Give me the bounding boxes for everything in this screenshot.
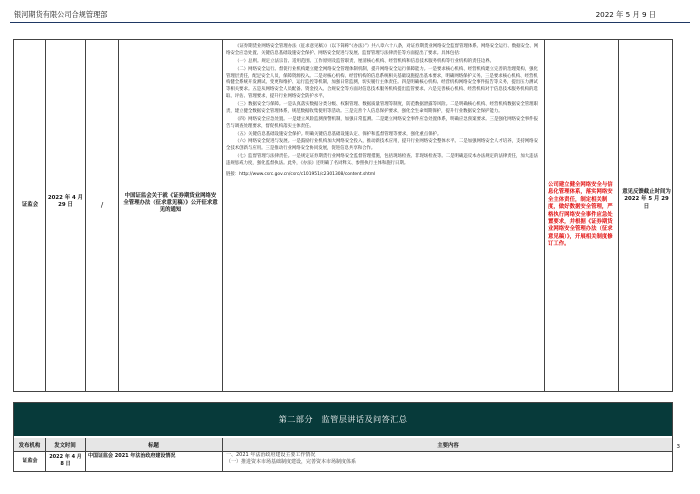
date-cell: 2022 年 4 月 8 日 bbox=[49, 454, 82, 467]
header-title: 标题 bbox=[148, 442, 159, 449]
content-paragraph: （六）网络安全促进与发展。一是鼓励行业机构加大网络安全投入，推动新技术应用，提升行业网络安全整体水平。二是加强网络安全人才培养，支持网络安全技术创新与应用。三是推动行业网络安全协同发展，促进信息共享和合作。 bbox=[226, 139, 538, 152]
header-agency: 发布机构 bbox=[18, 442, 41, 449]
doc-number-cell: / bbox=[100, 200, 104, 209]
title-cell: 中国证监会 2021 年法治政府建设情况 bbox=[88, 453, 176, 459]
column-divider bbox=[85, 40, 86, 391]
content-paragraph: （四）网络安全应急处置。一是建立风险监测预警机制，加强日常监测。二是建立网络安全事件应急处置体系，明确应急预案要求。三是强化网络安全事件报告与调查处理要求，督促机构落实主体责任。 bbox=[226, 116, 538, 129]
agency-cell: 证监会 bbox=[22, 457, 38, 464]
regulation-table bbox=[13, 39, 673, 392]
compliance-analysis: 公司建立健全网络安全与信息化管理体系，落实网络安全主体责任，制定相关制度，做好数据安全管理，严格执行网络安全事件应急处置要求，并根据《证券期货业网络安全管理办法（征求意见稿）》，开展相关制度修订工作。 bbox=[548, 182, 613, 248]
content-paragraph: （七）监督管理与法律责任。一是规定证券期货行业网络安全监督管理措施，包括现场检查、非现场检查等。二是明确违反本办法规定的法律责任，加大违法违规惩戒力度，强化监督执法。此外，《办法》还明确了名词释义、参照执行主体和施行日期。 bbox=[226, 154, 538, 167]
page-number: 3 bbox=[676, 444, 680, 450]
header-date: 发文时间 bbox=[54, 442, 76, 449]
table-row bbox=[14, 451, 672, 473]
column-divider bbox=[222, 40, 223, 391]
section-band bbox=[14, 403, 672, 438]
section-title: 第二部分 监管层讲话及问答汇总 bbox=[278, 414, 408, 424]
content-paragraph: （一）总则。规定立法宗旨、适用范围、工作原则及监管职责，厘清核心机构、经营机构和信息技术服务机构等行业机构的责任边界。 bbox=[235, 58, 495, 64]
header-content: 主要内容 bbox=[437, 442, 459, 449]
content-paragraph: 《证券期货业网络安全管理办法（征求意见稿）》（以下简称“《办法》”）共八章六十八条，对证券期货业网络安全监督管理体系、网络安全运行、数据安全、网络安全应急处置、关键信息基础设施安全保护、网络安全促进与发展、监督管理与法律责任等方面提出了要求。具体包括： bbox=[226, 44, 539, 56]
column-divider bbox=[618, 40, 619, 391]
content-paragraph: （二）网络安全运行。督促行业机构建立健全网络安全管理体制机制，提升网络安全运行保障能力。一是要求核心机构、经营机构建立完善的治理架构，强化管理层责任，配足安全人员，保障资源投入。二是对核心机构、经营机构的信息系统相关基础设施提出基本要求，明确网络保护义务。三是要求核心机构、经营机构健全系统开发测试、变更和维护、运行监控等机制，加强日常监测，切实履行主体责任。四是明确核心机构、经营机构网络安全事件报告等义务，提出压力测试等相关要求。五是从网络安全人员配备、资金投入、合规安全等方面对信息技术服务机构提出监管要求。六是完善核心机构、经营机构对于信息技术服务机构的选取、评估、管理要求，提升行业网络安全防护水平。 bbox=[226, 66, 538, 99]
company-name: 银河期货有限公司合规管理部 bbox=[14, 10, 108, 19]
content-line: 一、2021 年法治政府建设主要工作情况 bbox=[226, 452, 316, 458]
deadline-cell: 意见反馈截止时间为 2022 年 5 月 29 日 bbox=[622, 188, 671, 210]
content-paragraph: （五）关键信息基础设施安全保护。明确关键信息基础设施认定、保护和监督管理等要求，强化重点保护。 bbox=[235, 131, 442, 137]
title-cell: 中国证监会关于就《证券期货业网络安全管理办法（征求意见稿）》公开征求意见的通知 bbox=[123, 192, 218, 213]
column-divider bbox=[118, 40, 119, 391]
column-divider bbox=[544, 40, 545, 391]
content-line: （一）推进资本市场基础制度建设，完善资本市场制度体系 bbox=[226, 459, 357, 465]
column-divider bbox=[45, 40, 46, 391]
date-cell: 2022 年 4 月 29 日 bbox=[47, 195, 84, 208]
agency-cell: 证监会 bbox=[21, 201, 39, 208]
header-rule bbox=[10, 22, 690, 23]
table-header-row bbox=[14, 438, 672, 452]
page-header bbox=[10, 8, 690, 22]
source-link[interactable]: 链接：http://www.csrc.gov.cn/csrc/c101951/c2301308/content.shtml bbox=[226, 171, 376, 177]
speech-summary-table bbox=[13, 402, 673, 472]
content-paragraph: （三）数据安全与保障。一是认真落实数据分类分级、权限管理、数据质量管理等制度，防范数据泄露等风险。二是明确核心机构、经营机构数据安全管理职责，建立健全数据安全管理体系，规范数据收集使用等活动。三是完善个人信息保护要求，强化全生命周期保护，提升行业数据安全保护能力。 bbox=[226, 101, 538, 114]
content-text bbox=[226, 44, 540, 180]
header-date: 2022 年 5 月 9 日 bbox=[595, 10, 656, 19]
